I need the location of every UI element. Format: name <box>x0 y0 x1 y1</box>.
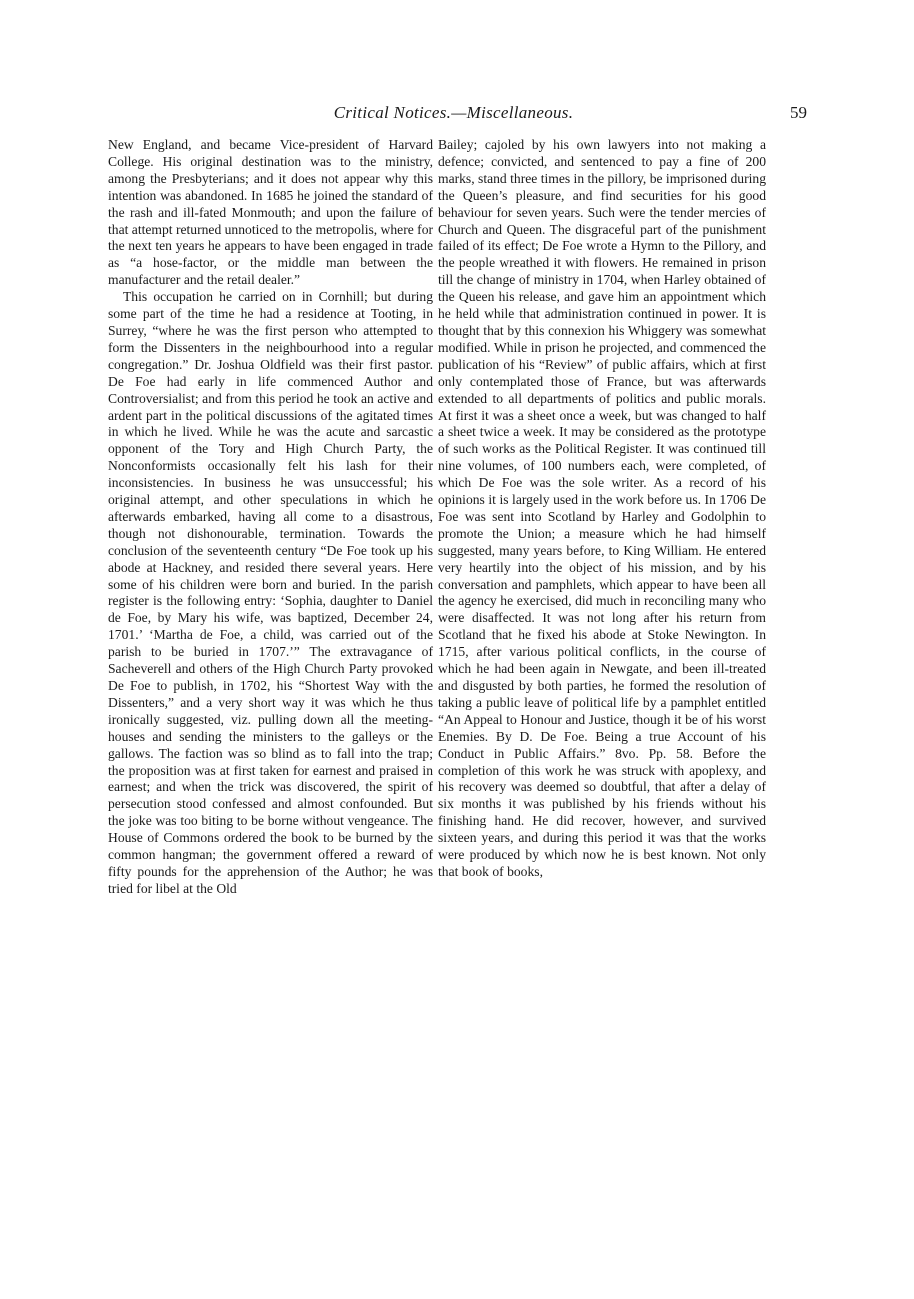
running-title: Critical Notices.—Miscellaneous. <box>333 103 574 122</box>
page-header <box>100 103 807 127</box>
right-column <box>438 137 766 881</box>
paragraph: This occupation he carried on in Cornhill; but during some part of the time he had a residence at Tooting, in Surrey, “where he was the first person who attempted to form the Dissenters in the neighbourhood into a regular congregation.” Dr. Joshua Oldfield was their first pastor. De Foe had early in life commenced Author and Controversialist; and from this period he took an active and ardent part in the political discussions of the agitated times in which he lived. While he was the acute and sarcastic opponent of the Tory and High Church Party, the Nonconformists occasionally felt his lash for their inconsistencies. In business he was unsuccessful; his original attempt, and other speculations in which he afterwards embarked, having all come to a disastrous, though not dishonourable, termination. Towards the conclusion of the seventeenth century “De Foe took up his abode at Hackney, and resided there several years. Here some of his children were born and buried. In the parish register is the following entry: ‘Sophia, daughter to Daniel de Foe, by Mary his wife, was baptized, December 24, 1701.’ ‘Martha de Foe, a child, was carried out of the parish to be buried in 1707.’” The extravagance of Sacheverell and others of the High Church Party provoked De Foe to publish, in 1702, his “Shortest Way with the Dissenters,” and a very short way it was which he thus ironically suggested, viz. pulling down all the meeting-houses and sending the ministers to the galleys or the gallows. The faction was so blind as to fall into the trap; the proposition was at first taken for earnest and praised in earnest; and when the trick was discovered, the spirit of persecution stood confessed and almost confounded. But the joke was too biting to be borne without vengeance. The House of Commons ordered the book to be burned by the common hangman; the government offered a reward of fifty pounds for the apprehension of the Author; he was tried for libel at the Old <box>108 289 433 896</box>
left-column <box>108 137 433 898</box>
paragraph: New England, and became Vice-president of Harvard College. His original destination was to the ministry, among the Presbyterians; and it does not appear why this intention was abandoned. In 1685 he joined the standard of the rash and ill-fated Monmouth; and upon the failure of that attempt returned unnoticed to the metropolis, where for the next ten years he appears to have been engaged in trade as “a hose-factor, or the middle man between the manufacturer and the retail dealer.” <box>108 137 434 288</box>
page-number: 59 <box>790 103 807 122</box>
paragraph: Bailey; cajoled by his own lawyers into not making a defence; convicted, and sentenced to pay a fine of 200 marks, stand three times in the pillory, be imprisoned during the Queen’s pleasure, and find securities for his good behaviour for seven years. Such were the tender mercies of Church and Queen. The disgraceful part of the punishment failed of its effect; De Foe wrote a Hymn to the Pillory, and the people wreathed it with flowers. He remained in prison till the change of ministry in 1704, when Harley obtained of the Queen his release, and gave him an appointment which he held while that administration continued in power. It is thought that by this connexion his Whiggery was somewhat modified. While in prison he projected, and commenced the publication of his “Review” of public affairs, which at first only contemplated those of France, but was afterwards extended to all departments of politics and public morals. At first it was a sheet once a week, but was changed to half a sheet twice a week. It may be considered as the prototype of such works as the Political Register. It was continued till nine volumes, of 100 numbers each, were completed, of which De Foe was the sole writer. As a record of his opinions it is largely used in the work before us. In 1706 De Foe was sent into Scotland by Harley and Godolphin to promote the Union; a measure which he had himself suggested, many years before, to King William. He entered very heartily into the object of his mission, and by his conversation and pamphlets, which appear to have been all the agency he exercised, did much in reconciling many who were disaffected. It was not long after his return from Scotland that he fixed his abode at Stoke Newington. In 1715, after various political conflicts, in the course of which he had been again in Newgate, and been ill-treated and disgusted by both parties, he formed the resolution of taking a public leave of political life by a pamphlet entitled “An Appeal to Honour and Justice, though it be of his worst Enemies. By D. De Foe. Being a true Account of his Conduct in Public Affairs.” 8vo. Pp. 58. Before the completion of this work he was struck with apoplexy, and his recovery was deemed so doubtful, that after a delay of six months it was published by his friends without his finishing hand. He did recover, however, and survived sixteen years, and during this period it was that the works were produced by which now he is best known. Not only that book of books, <box>438 137 766 879</box>
